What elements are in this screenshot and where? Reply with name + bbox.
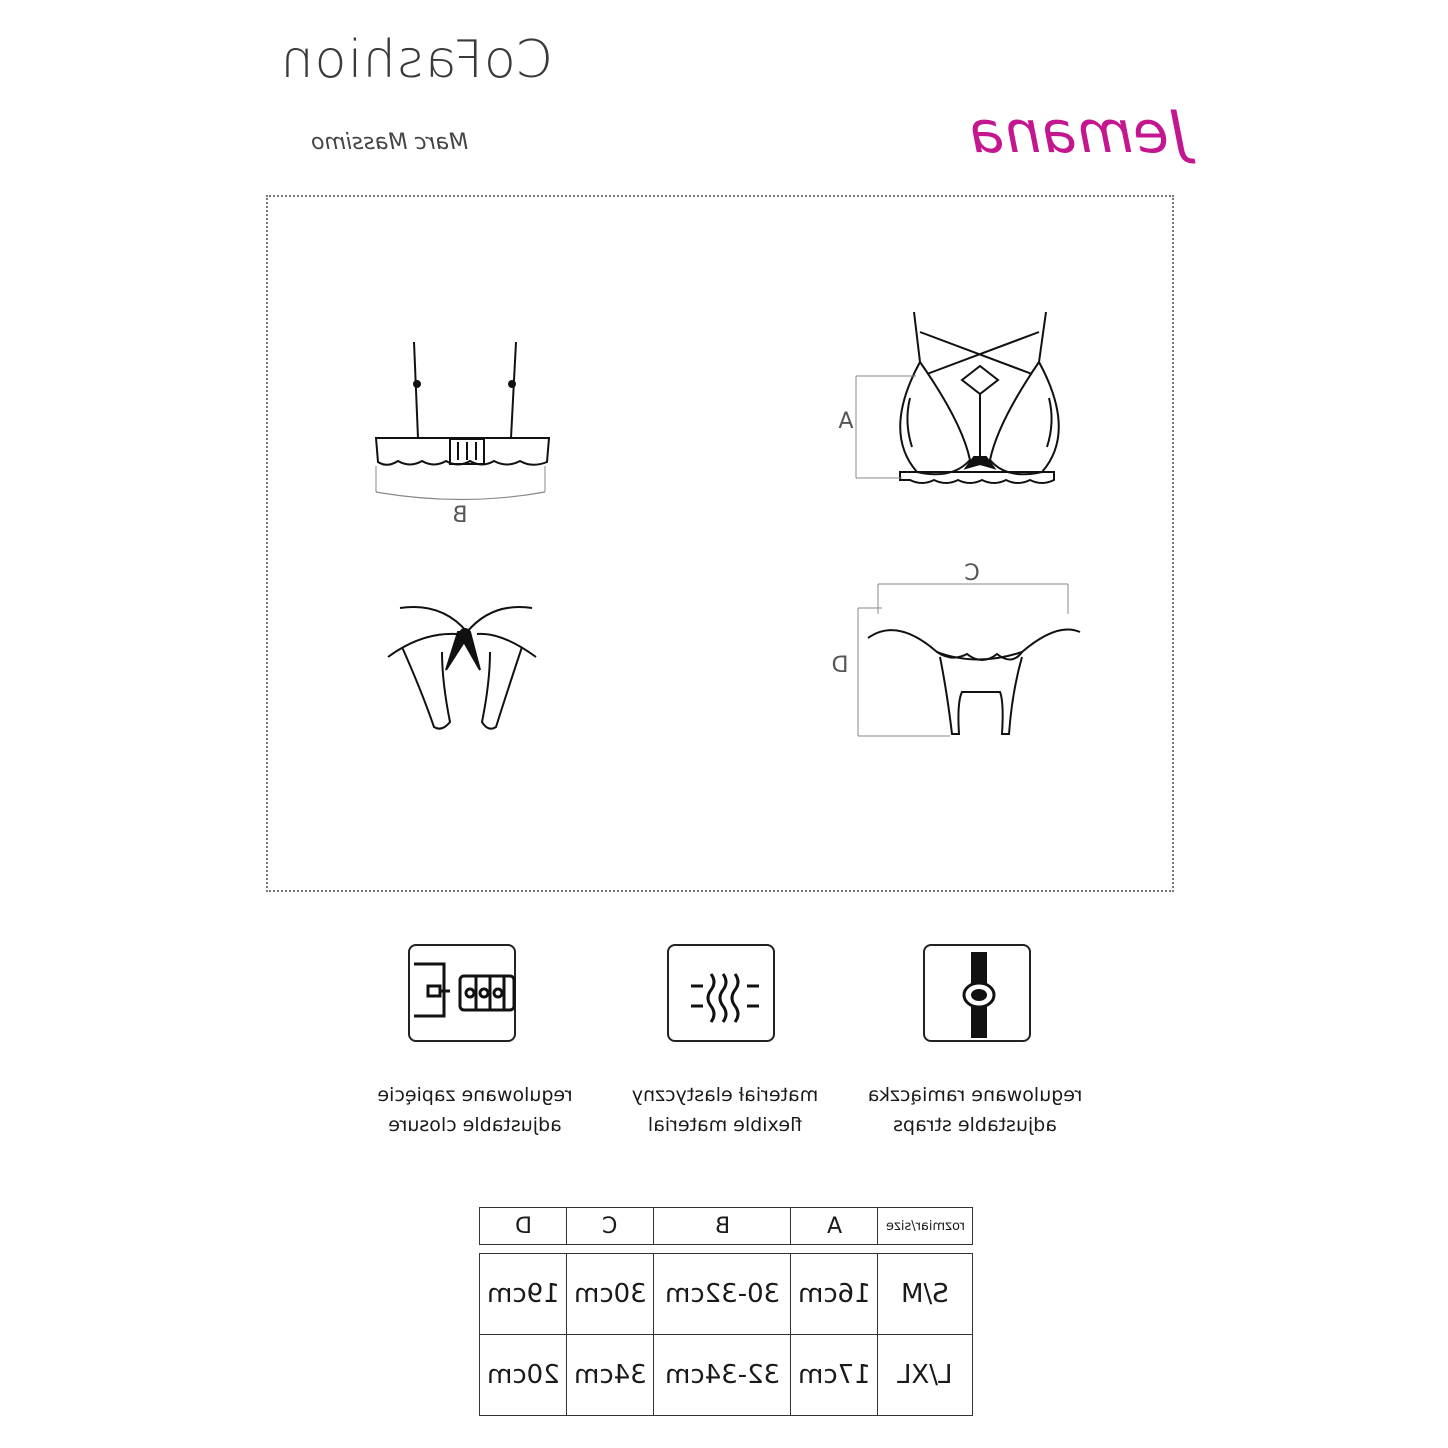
size-table <box>479 1207 973 1416</box>
table-row <box>480 1254 973 1335</box>
product-name: Jemana <box>968 98 1186 166</box>
table-cell: 30cm <box>567 1254 654 1335</box>
feature-label-en: adjustable straps <box>893 1114 1057 1136</box>
header-cell-b: B <box>654 1208 791 1245</box>
table-cell: 19cm <box>480 1254 567 1335</box>
feature-label-en: adjustable closure <box>388 1114 562 1136</box>
feature-label-pl: materiał elastyczny <box>631 1084 819 1106</box>
panty-back-drawing <box>388 607 536 729</box>
dimension-label-a: A <box>838 409 854 434</box>
feature-adjustable-straps <box>850 940 1100 1140</box>
dimension-label-b: B <box>452 503 468 528</box>
flexible-material-icon <box>667 944 775 1042</box>
adjustable-closure-icon <box>408 944 516 1042</box>
header-cell-a: A <box>791 1208 878 1245</box>
feature-label <box>600 1080 850 1140</box>
table-cell: 20cm <box>480 1335 567 1416</box>
feature-label <box>350 1080 600 1140</box>
table-cell: L/XL <box>878 1335 973 1416</box>
header-cell-size: rozmiar/size <box>878 1208 973 1245</box>
dimension-label-c: C <box>964 561 980 586</box>
lingerie-illustration <box>268 197 1176 894</box>
product-diagram <box>266 195 1174 892</box>
table-cell: 30-32cm <box>654 1254 791 1335</box>
table-cell: 16cm <box>791 1254 878 1335</box>
table-cell: 34cm <box>567 1335 654 1416</box>
table-row <box>480 1335 973 1416</box>
feature-list <box>350 940 1110 1140</box>
feature-label-pl: regulowane zapięcie <box>377 1084 573 1106</box>
feature-label <box>850 1080 1100 1140</box>
adjustable-straps-icon <box>923 944 1031 1042</box>
dimension-label-d: D <box>831 653 849 678</box>
size-table-header <box>480 1208 973 1245</box>
table-cell: S/M <box>878 1254 973 1335</box>
bra-back-drawing <box>376 342 549 500</box>
table-cell: 32-34cm <box>654 1335 791 1416</box>
table-cell: 17cm <box>791 1335 878 1416</box>
bra-front-drawing <box>856 312 1059 483</box>
feature-label-pl: regulowane ramiączka <box>867 1084 1083 1106</box>
feature-adjustable-closure <box>350 940 600 1140</box>
header-cell-c: C <box>567 1208 654 1245</box>
panty-front-drawing <box>858 584 1080 736</box>
brand-logo: CoFashion <box>279 30 553 90</box>
feature-label-en: flexible material <box>647 1114 803 1136</box>
header-cell-d: D <box>480 1208 567 1245</box>
feature-flexible-material <box>600 940 850 1140</box>
sub-brand: Marc Massimo <box>311 130 468 155</box>
